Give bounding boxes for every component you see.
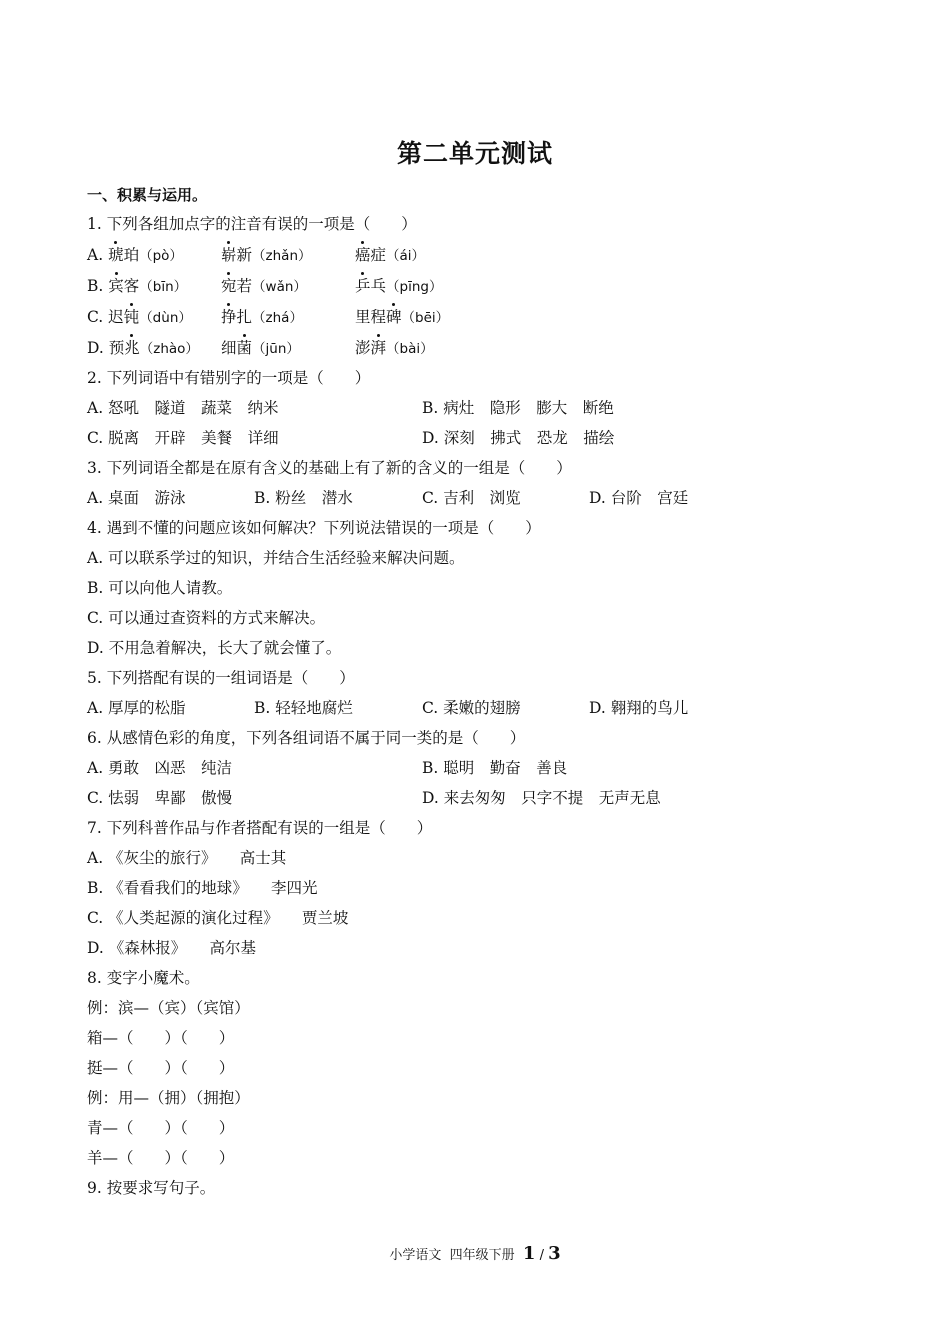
page-total: 3	[548, 1243, 561, 1264]
blank-line-2: 挺—（ ）（ ）	[87, 1059, 235, 1077]
question-9-stem: 9. 按要求写句子。	[87, 1179, 216, 1197]
page-number: 1	[522, 1243, 536, 1264]
dotted-character: 宛	[221, 277, 237, 295]
word-text: 珀	[123, 246, 140, 264]
question-2-stem: 2. 下列词语中有错别字的一项是（ ）	[87, 369, 371, 387]
pinyin-item	[221, 307, 303, 328]
pinyin-item	[355, 276, 442, 297]
dotted-character: 菌	[236, 339, 253, 357]
option-c: C. 脱离 开辟 美餐 详细	[87, 429, 279, 447]
pinyin-annotation: （jūn）	[252, 341, 300, 357]
question-4-stem: 4. 遇到不懂的问题应该如何解决？下列说法错误的一项是（ ）	[87, 519, 541, 537]
question-1-stem: 1. 下列各组加点字的注音有误的一项是（ ）	[87, 215, 417, 233]
pinyin-annotation: （zhào）	[139, 341, 199, 357]
word-text: A.	[87, 246, 109, 264]
option-b: B. 聪明 勤奋 善良	[422, 759, 568, 777]
pinyin-item	[355, 338, 434, 359]
section-heading: 一、积累与运用。	[87, 186, 208, 204]
option-d: D. 《森林报》 高尔基	[87, 939, 256, 957]
option-a: A. 桌面 游泳	[87, 489, 186, 507]
word-text: 里程	[355, 308, 387, 326]
dotted-character: 琥	[108, 246, 124, 264]
pinyin-item	[87, 307, 192, 328]
dotted-character: 钝	[123, 308, 140, 326]
option-b: B. 粉丝 潜水	[254, 489, 353, 507]
pinyin-annotation: （bēi）	[401, 310, 450, 326]
option-c: C. 怯弱 卑鄙 傲慢	[87, 789, 233, 807]
option-c: C. 可以通过查资料的方式来解决。	[87, 609, 326, 627]
option-a: A. 可以联系学过的知识，并结合生活经验来解决问题。	[87, 549, 465, 567]
pinyin-annotation: （zhǎn）	[252, 248, 312, 264]
pinyin-annotation: （bīn）	[139, 279, 188, 295]
pinyin-item	[221, 338, 300, 359]
option-a: A. 勇敢 凶恶 纯洁	[87, 759, 233, 777]
pinyin-annotation: （pīng）	[386, 279, 443, 295]
question-8-stem: 8. 变字小魔术。	[87, 969, 200, 987]
word-text: 客	[123, 277, 140, 295]
pinyin-annotation: （ái）	[386, 248, 426, 264]
dotted-character: 宾	[108, 277, 124, 295]
dotted-character: 挣	[221, 308, 237, 326]
option-b: B. 《看看我们的地球》 李四光	[87, 879, 318, 897]
option-a: A. 怒吼 隧道 蔬菜 纳米	[87, 399, 279, 417]
footer-subject: 小学语文	[389, 1248, 442, 1263]
example-1: 例：滨—（宾）（宾馆）	[87, 999, 250, 1017]
pinyin-item	[221, 245, 312, 266]
word-text: D. 预	[87, 339, 125, 357]
word-text: 乓	[370, 277, 387, 295]
pinyin-item	[87, 245, 183, 266]
option-d: D. 不用急着解决，长大了就会懂了。	[87, 639, 342, 657]
option-d: D. 台阶 宫廷	[589, 489, 689, 507]
question-3-stem: 3. 下列词语全都是在原有含义的基础上有了新的含义的一组是（ ）	[87, 459, 572, 477]
word-text: 若	[236, 277, 253, 295]
word-text: C. 迟	[87, 308, 124, 326]
page-separator: /	[539, 1248, 544, 1263]
option-b: B. 轻轻地腐烂	[254, 699, 353, 717]
dotted-character: 癌	[355, 246, 371, 264]
word-text: 澎	[355, 339, 371, 357]
dotted-character: 湃	[370, 339, 387, 357]
question-6-stem: 6. 从感情色彩的角度，下列各组词语不属于同一类的是（ ）	[87, 729, 526, 747]
pinyin-annotation: （zhá）	[252, 310, 303, 326]
example-2: 例：用—（拥）（拥抱）	[87, 1089, 250, 1107]
word-text: 扎	[236, 308, 253, 326]
option-c: C. 柔嫩的翅膀	[422, 699, 521, 717]
dotted-character: 崭	[221, 246, 237, 264]
blank-line-3: 青—（ ）（ ）	[87, 1119, 235, 1137]
question-5-stem: 5. 下列搭配有误的一组词语是（ ）	[87, 669, 355, 687]
blank-line-1: 箱—（ ）（ ）	[87, 1029, 235, 1047]
pinyin-item	[87, 276, 187, 297]
word-text: 症	[370, 246, 387, 264]
option-b: B. 病灶 隐形 膨大 断绝	[422, 399, 614, 417]
dotted-character: 乒	[355, 277, 371, 295]
dotted-character: 兆	[124, 339, 140, 357]
option-d: D. 深刻 拂式 恐龙 描绘	[422, 429, 615, 447]
question-7-stem: 7. 下列科普作品与作者搭配有误的一组是（ ）	[87, 819, 433, 837]
pinyin-annotation: （bài）	[386, 341, 434, 357]
page-title: 第二单元测试	[396, 139, 553, 168]
option-a: A. 厚厚的松脂	[87, 699, 186, 717]
pinyin-item	[355, 307, 449, 328]
pinyin-annotation: （dùn）	[139, 310, 192, 326]
pinyin-item	[355, 245, 425, 266]
option-c: C. 吉利 浏览	[422, 489, 521, 507]
page-footer	[0, 1243, 950, 1264]
word-text: 新	[236, 246, 253, 264]
option-c: C. 《人类起源的演化过程》 贾兰坡	[87, 909, 349, 927]
word-text: 细	[221, 339, 237, 357]
blank-line-4: 羊—（ ）（ ）	[87, 1149, 235, 1167]
word-text: B.	[87, 277, 109, 295]
pinyin-item	[221, 276, 307, 297]
pinyin-annotation: （pò）	[139, 248, 183, 264]
pinyin-item	[87, 338, 199, 359]
footer-grade: 四年级下册	[449, 1248, 515, 1263]
option-d: D. 来去匆匆 只字不提 无声无息	[422, 789, 661, 807]
option-b: B. 可以向他人请教。	[87, 579, 233, 597]
dotted-character: 碑	[386, 308, 402, 326]
option-d: D. 翱翔的鸟儿	[589, 699, 689, 717]
option-a: A. 《灰尘的旅行》 高士其	[87, 849, 287, 867]
pinyin-annotation: （wǎn）	[252, 279, 307, 295]
